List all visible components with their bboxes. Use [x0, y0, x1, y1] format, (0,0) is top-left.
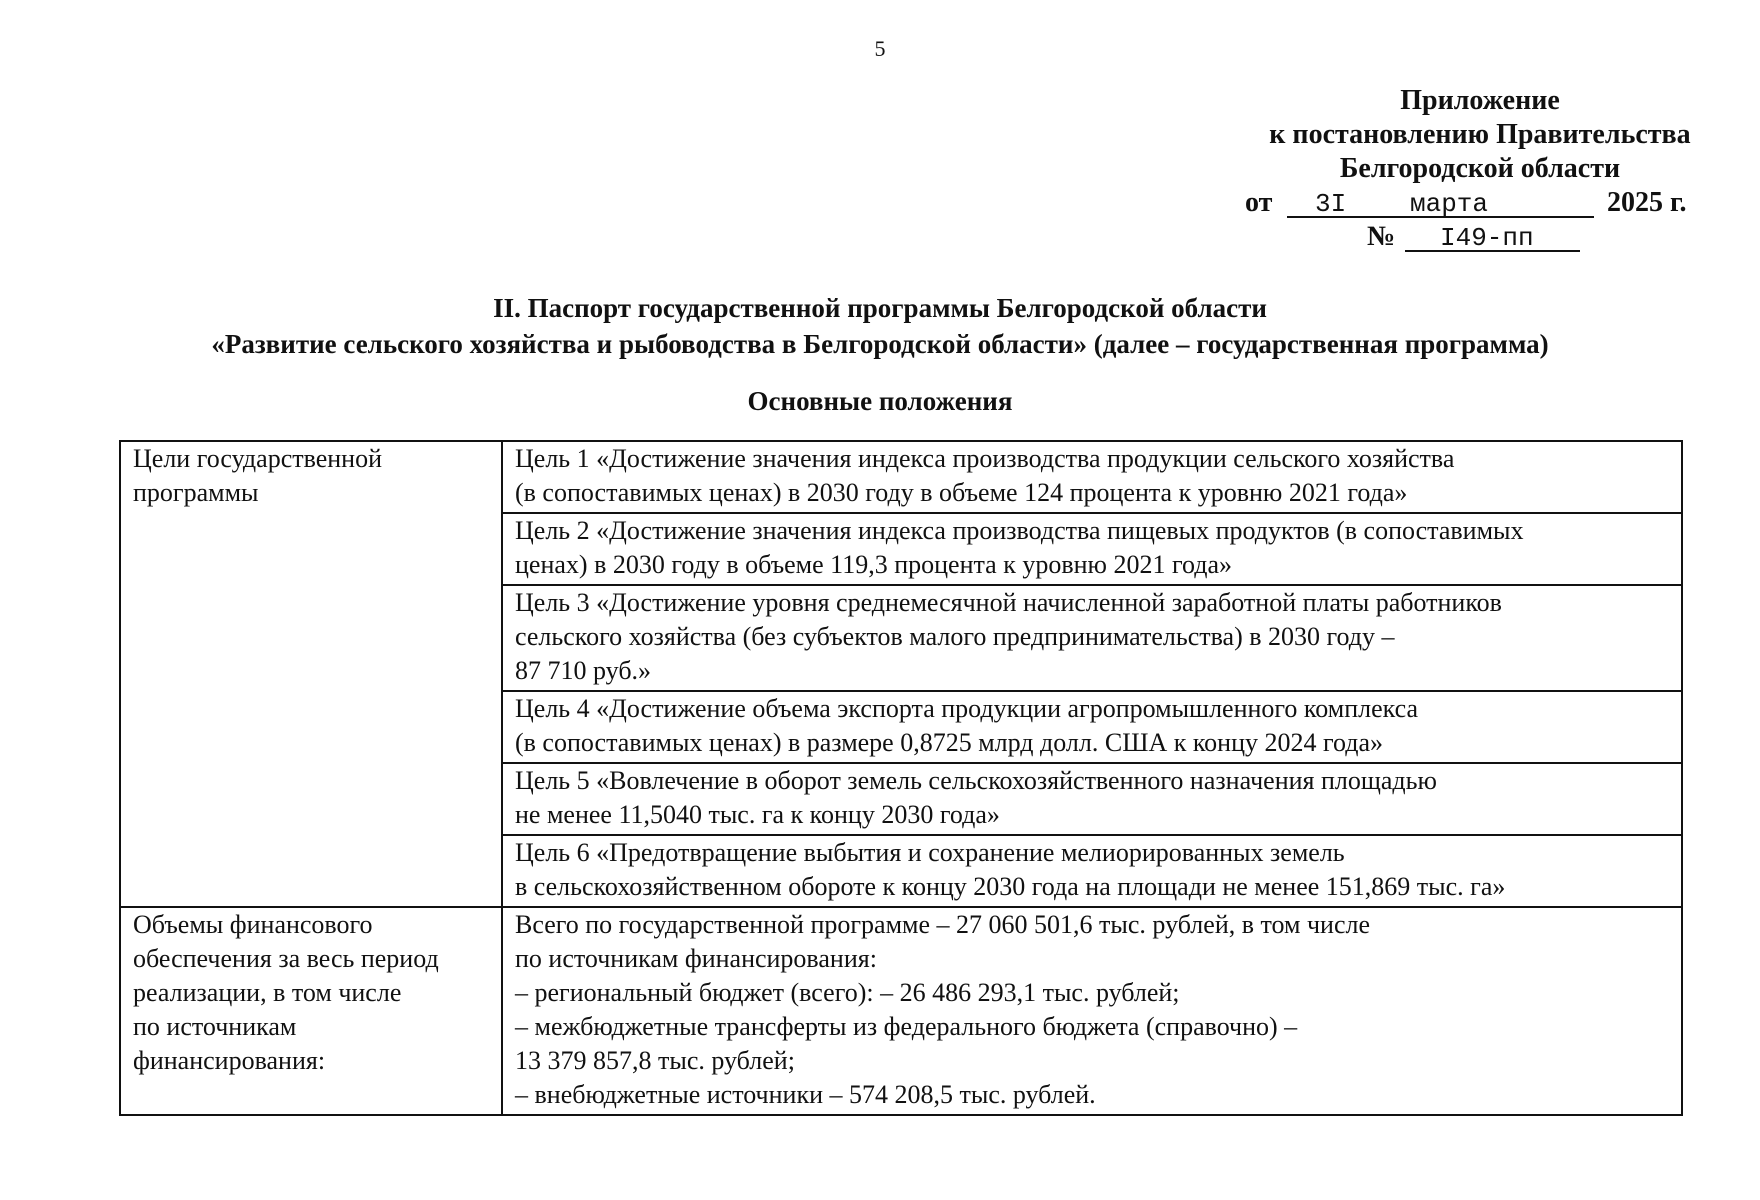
finance-cell [502, 907, 1682, 1115]
goal-3-cell [502, 585, 1682, 691]
goals-label-cell [120, 441, 502, 907]
passport-table [119, 440, 1683, 1116]
goals-label-line: программы [133, 478, 259, 507]
goal-line: 87 710 руб.» [515, 656, 652, 685]
finance-label-line: обеспечения за весь период [133, 944, 439, 973]
number-prefix: № [1367, 221, 1396, 252]
appendix-date-line [1245, 186, 1715, 220]
appendix-number-line [1245, 220, 1715, 254]
finance-line: по источникам финансирования: [515, 944, 877, 973]
goal-line: Цель 6 «Предотвращение выбытия и сохранение мелиорированных земель [515, 838, 1345, 867]
finance-line: – региональный бюджет (всего): – 26 486 293,1 тыс. рублей; [515, 978, 1180, 1007]
goal-line: не менее 11,5040 тыс. га к концу 2030 года» [515, 800, 1000, 829]
goal-line: Цель 1 «Достижение значения индекса производства продукции сельского хозяйства [515, 444, 1455, 473]
goal-1-cell [502, 441, 1682, 513]
finance-label-line: финансирования: [133, 1046, 326, 1075]
goal-2-cell [502, 513, 1682, 585]
program-title [0, 290, 1760, 362]
date-month: марта [1410, 189, 1489, 219]
finance-line: 13 379 857,8 тыс. рублей; [515, 1046, 795, 1075]
goal-line: (в сопоставимых ценах) в размере 0,8725 млрд долл. США к концу 2024 года» [515, 728, 1384, 757]
goal-line: Цель 2 «Достижение значения индекса производства пищевых продуктов (в сопоставимых [515, 516, 1524, 545]
goal-5-cell [502, 763, 1682, 835]
date-day: 3I [1315, 189, 1347, 219]
appendix-line-1: Приложение [1400, 85, 1560, 116]
table-row [120, 441, 1682, 513]
appendix-line-2: к постановлению Правительства [1269, 119, 1691, 150]
finance-line: Всего по государственной программе – 27 060 501,6 тыс. рублей, в том числе [515, 910, 1371, 939]
goal-line: ценах) в 2030 году в объеме 119,3 процента к уровню 2021 года» [515, 550, 1232, 579]
goal-line: Цель 5 «Вовлечение в оборот земель сельскохозяйственного назначения площадью [515, 766, 1437, 795]
finance-label-line: реализации, в том числе [133, 978, 402, 1007]
finance-line: – внебюджетные источники – 574 208,5 тыс. рублей. [515, 1080, 1096, 1109]
finance-label-line: по источникам [133, 1012, 297, 1041]
goal-6-cell [502, 835, 1682, 907]
date-year: 2025 г. [1607, 187, 1687, 218]
goal-line: сельского хозяйства (без субъектов малого предпринимательства) в 2030 году – [515, 622, 1395, 651]
goals-label-line: Цели государственной [133, 444, 383, 473]
finance-label-cell [120, 907, 502, 1115]
date-prefix: от [1245, 187, 1273, 218]
appendix-block [1245, 84, 1715, 254]
number-value: I49-пп [1440, 223, 1534, 253]
page-number: 5 [874, 36, 886, 61]
goal-4-cell [502, 691, 1682, 763]
goal-line: в сельскохозяйственном обороте к концу 2030 года на площади не менее 151,869 тыс. га» [515, 872, 1506, 901]
finance-line: – межбюджетные трансферты из федерального бюджета (справочно) – [515, 1012, 1298, 1041]
appendix-line-3: Белгородской области [1339, 153, 1621, 184]
table-row [120, 907, 1682, 1115]
goal-line: Цель 3 «Достижение уровня среднемесячной начисленной заработной платы работников [515, 588, 1502, 617]
section-heading: Основные положения [747, 386, 1013, 416]
title-line-2: «Развитие сельского хозяйства и рыбоводства в Белгородской области» (далее – государственная программа) [211, 329, 1549, 359]
title-line-1: II. Паспорт государственной программы Белгородской области [493, 293, 1267, 323]
finance-label-line: Объемы финансового [133, 910, 373, 939]
goal-line: Цель 4 «Достижение объема экспорта продукции агропромышленного комплекса [515, 694, 1419, 723]
goal-line: (в сопоставимых ценах) в 2030 году в объеме 124 процента к уровню 2021 года» [515, 478, 1408, 507]
